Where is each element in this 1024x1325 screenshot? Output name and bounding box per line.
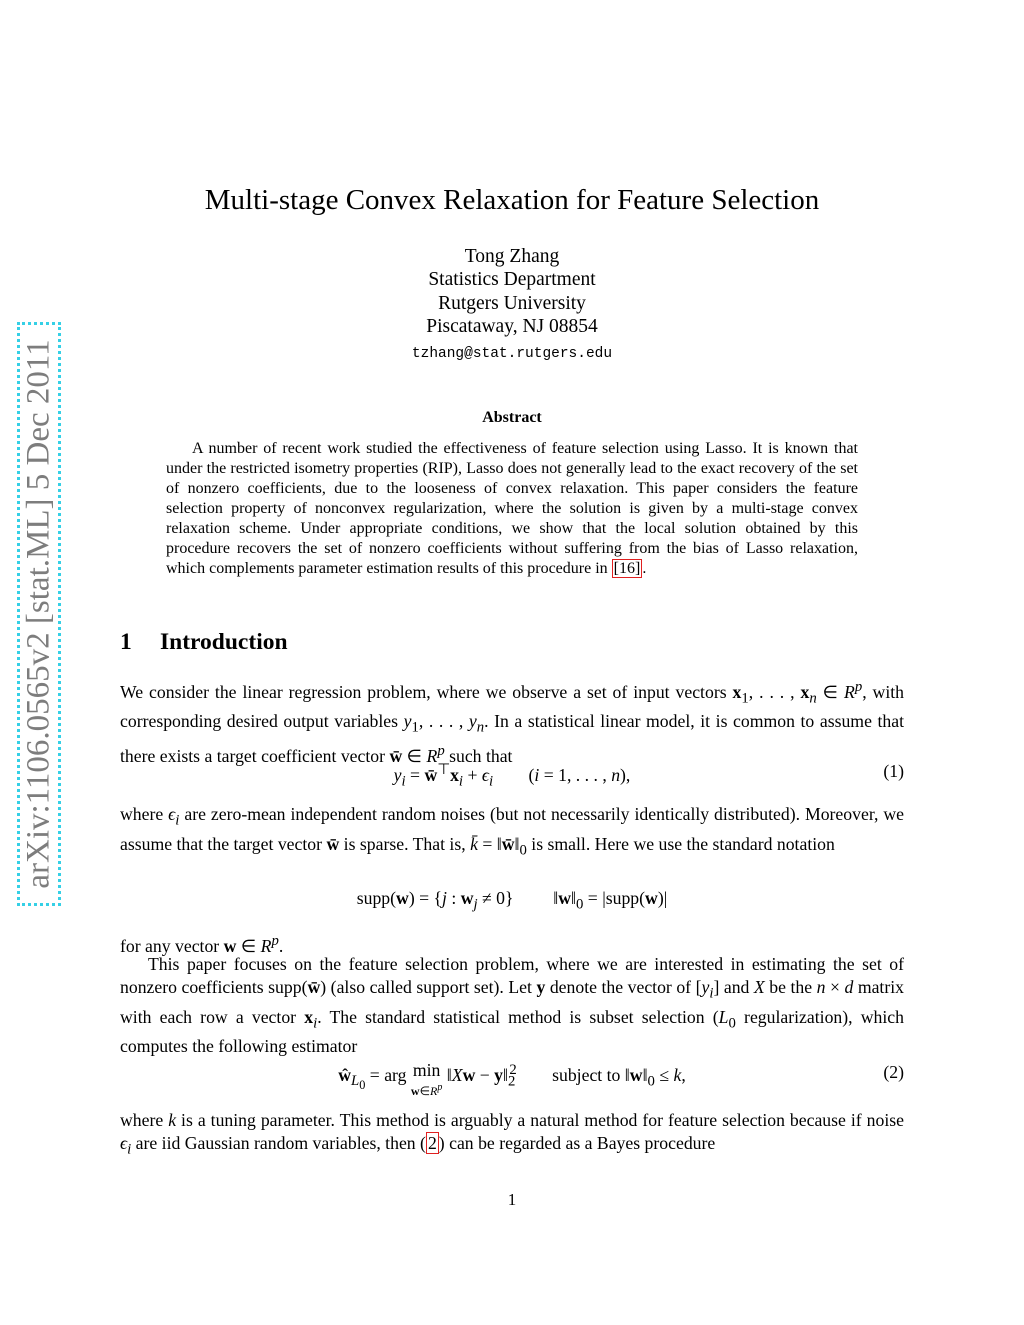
citation-number: 16 <box>618 560 635 577</box>
citation-link[interactable]: [16] <box>613 560 641 577</box>
section-title: Introduction <box>160 629 288 655</box>
equation-1-tag: (1) <box>883 761 904 781</box>
intro-paragraph-4: This paper focuses on the feature selection problem, where we are interested in estimating the set of nonzero coefficients supp(w̄) (also called support set). Let y denote the vector of $[y_i]$ and X be the n × d matrix with each row a vector $x_i$. The standard statistical method is subset selection ($L_0$ regularization), which computes the following estimator <box>120 954 904 1057</box>
author-email: tzhang@stat.rutgers.edu <box>411 346 613 363</box>
paper-title: Multi-stage Convex Relaxation for Feature Selection <box>204 184 820 216</box>
support-definition-body: supp(w) = {j : $w_j \ne 0$} $‖w‖_0$ = |supp(w)| <box>356 888 668 913</box>
abstract-end: . <box>642 560 647 577</box>
abstract-text: A number of recent work studied the effectiveness of feature selection using Lasso. It is known that under the restricted isometry properties (RIP), Lasso does not generally lead to the exact recovery of the set of nonzero coefficients, due to the looseness of convex relaxation. This paper considers the feature selection property of nonconvex regularization, where the solution is given by a multi-stage convex relaxation scheme. Under appropriate conditions, we show that the local solution obtained by this procedure recovers the set of nonzero coefficients without suffering from the bias of Lasso relaxation, which complements parameter estimation results of this procedure in <box>166 440 858 577</box>
equation-2-tag: (2) <box>883 1062 904 1082</box>
author-department: Statistics Department <box>428 269 596 291</box>
section-number: 1 <box>120 629 132 655</box>
arxiv-stamp: arXiv:1106.0565v2 [stat.ML] 5 Dec 2011 <box>20 339 57 889</box>
author-location: Piscataway, NJ 08854 <box>426 315 598 337</box>
equation-1 <box>120 761 904 791</box>
equation-2 <box>120 1060 904 1098</box>
intro-paragraph-1: We consider the linear regression problem, where we observe a set of input vectors $x_1$, . . . , $x_n$ ∈ $R^p$, with corresponding desired output variables $y_1$, . . . , $y_n$. In a statistical linear model, it is common to assume that there exists a target coefficient vector w̄ ∈ $R^p$ such that <box>120 679 905 766</box>
abstract-heading: Abstract <box>482 409 542 426</box>
intro-paragraph-5: where k is a tuning parameter. This method is arguably a natural method for feature selection because if noise $\epsilon_i$ are iid Gaussian random variables, then ( 2 ) can be regarded as a Bayes procedure <box>120 1110 904 1158</box>
intro-paragraph-3: for any vector w ∈ $R^p$. <box>120 933 284 956</box>
intro-paragraph-2: where $\epsilon_i$ are zero-mean independent random noises (but not necessarily identically distributed). Moreover, we assume that the target vector w̄ is sparse. That is, k̄ = $‖w̄‖_0$ is small. Here we use the standard notation <box>120 804 904 859</box>
equation-2-body: $ŵ_{L_0}$ = arg min $w\in R^p$ ‖Xw − $y‖_2^2$ subject to $‖w‖_0 \le k$, <box>338 1060 686 1098</box>
support-definition <box>120 888 904 918</box>
author-name: Tong Zhang <box>464 246 560 267</box>
page-number: 1 <box>507 1190 517 1209</box>
equation-reference-link[interactable]: 2 <box>427 1133 437 1153</box>
author-university: Rutgers University <box>438 292 586 314</box>
author-block <box>0 245 1024 366</box>
section-heading <box>120 629 288 656</box>
abstract-body <box>166 439 858 579</box>
equation-1-body: $y_i$ = $w̄^⊤x_i + \epsilon_i$ (i = 1, . . . , n), <box>393 762 631 790</box>
